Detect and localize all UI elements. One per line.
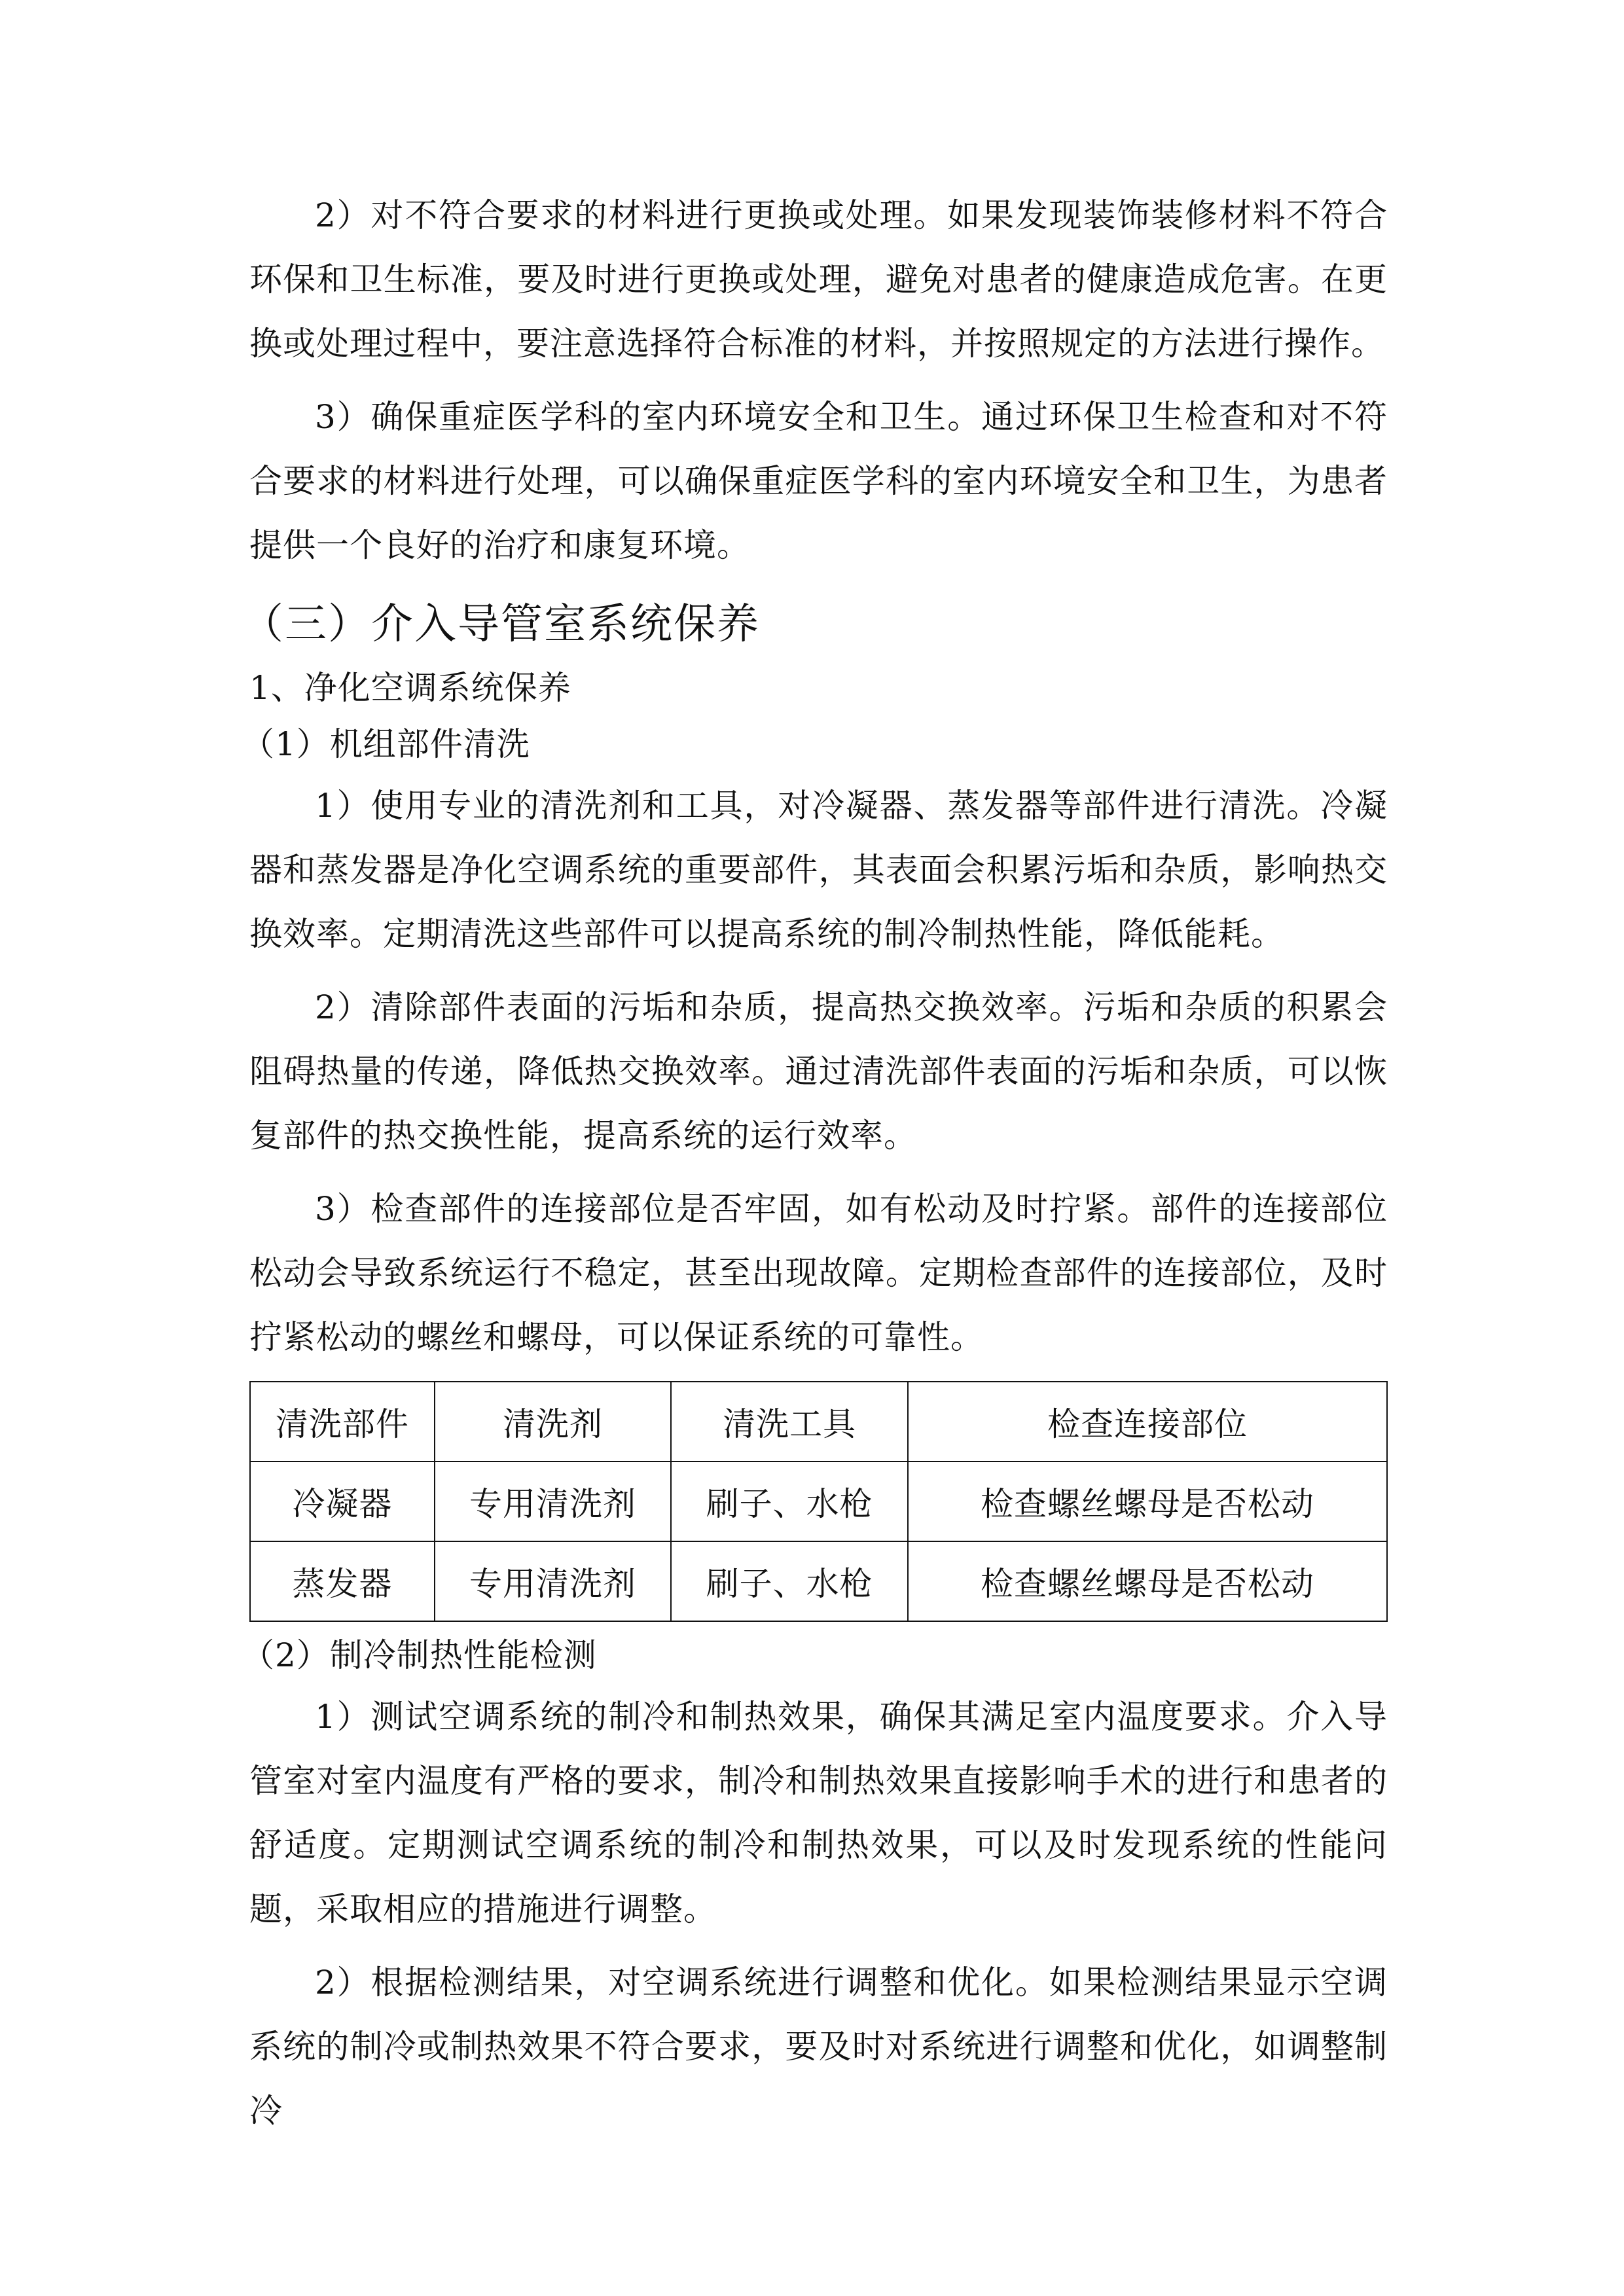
table-header-cell: 检查连接部位 (908, 1382, 1387, 1462)
table-cell: 刷子、水枪 (671, 1462, 908, 1541)
table-cell: 专用清洗剂 (435, 1541, 672, 1621)
paragraph: 3）检查部件的连接部位是否牢固，如有松动及时拧紧。部件的连接部位松动会导致系统运行不稳定，甚至出现故障。定期检查部件的连接部位，及时拧紧松动的螺丝和螺母，可以保证系统的可靠性。 (249, 1190, 1388, 1356)
table-row (250, 1541, 1387, 1621)
table-header-row (250, 1382, 1387, 1462)
paragraph: 2）根据检测结果，对空调系统进行调整和优化。如果检测结果显示空调系统的制冷或制热效果不符合要求，要及时对系统进行调整和优化，如调整制冷 (249, 1964, 1388, 2130)
table-cell: 检查螺丝螺母是否松动 (908, 1541, 1387, 1621)
paragraph: 1）测试空调系统的制冷和制热效果，确保其满足室内温度要求。介入导管室对室内温度有严格的要求，制冷和制热效果直接影响手术的进行和患者的舒适度。定期测试空调系统的制冷和制热效果，可以及时发现系统的性能问题，采取相应的措施进行调整。 (249, 1698, 1388, 1928)
document-page (242, 183, 1388, 2152)
subsection-heading: 1、净化空调系统保养 (249, 669, 571, 707)
cleaning-table (249, 1381, 1388, 1622)
table-cell: 专用清洗剂 (435, 1462, 672, 1541)
section-heading: （三）介入导管室系统保养 (242, 600, 760, 649)
table-cell: 冷凝器 (250, 1462, 435, 1541)
item-heading: （1）机组部件清洗 (242, 725, 530, 763)
table-cell: 蒸发器 (250, 1541, 435, 1621)
table-header-cell: 清洗剂 (435, 1382, 672, 1462)
table-row (250, 1462, 1387, 1541)
table-cell: 刷子、水枪 (671, 1541, 908, 1621)
table-header-cell: 清洗部件 (250, 1382, 435, 1462)
table-cell: 检查螺丝螺母是否松动 (908, 1462, 1387, 1541)
paragraph: 2）对不符合要求的材料进行更换或处理。如果发现装饰装修材料不符合环保和卫生标准，要及时进行更换或处理，避免对患者的健康造成危害。在更换或处理过程中，要注意选择符合标准的材料，并按照规定的方法进行操作。 (249, 196, 1388, 363)
table-header-cell: 清洗工具 (671, 1382, 908, 1462)
paragraph: 1）使用专业的清洗剂和工具，对冷凝器、蒸发器等部件进行清洗。冷凝器和蒸发器是净化空调系统的重要部件，其表面会积累污垢和杂质，影响热交换效率。定期清洗这些部件可以提高系统的制冷制热性能，降低能耗。 (249, 787, 1388, 953)
item-heading: （2）制冷制热性能检测 (242, 1636, 597, 1674)
paragraph: 3）确保重症医学科的室内环境安全和卫生。通过环保卫生检查和对不符合要求的材料进行处理，可以确保重症医学科的室内环境安全和卫生，为患者提供一个良好的治疗和康复环境。 (249, 398, 1388, 564)
paragraph: 2）清除部件表面的污垢和杂质，提高热交换效率。污垢和杂质的积累会阻碍热量的传递，降低热交换效率。通过清洗部件表面的污垢和杂质，可以恢复部件的热交换性能，提高系统的运行效率。 (249, 988, 1388, 1155)
